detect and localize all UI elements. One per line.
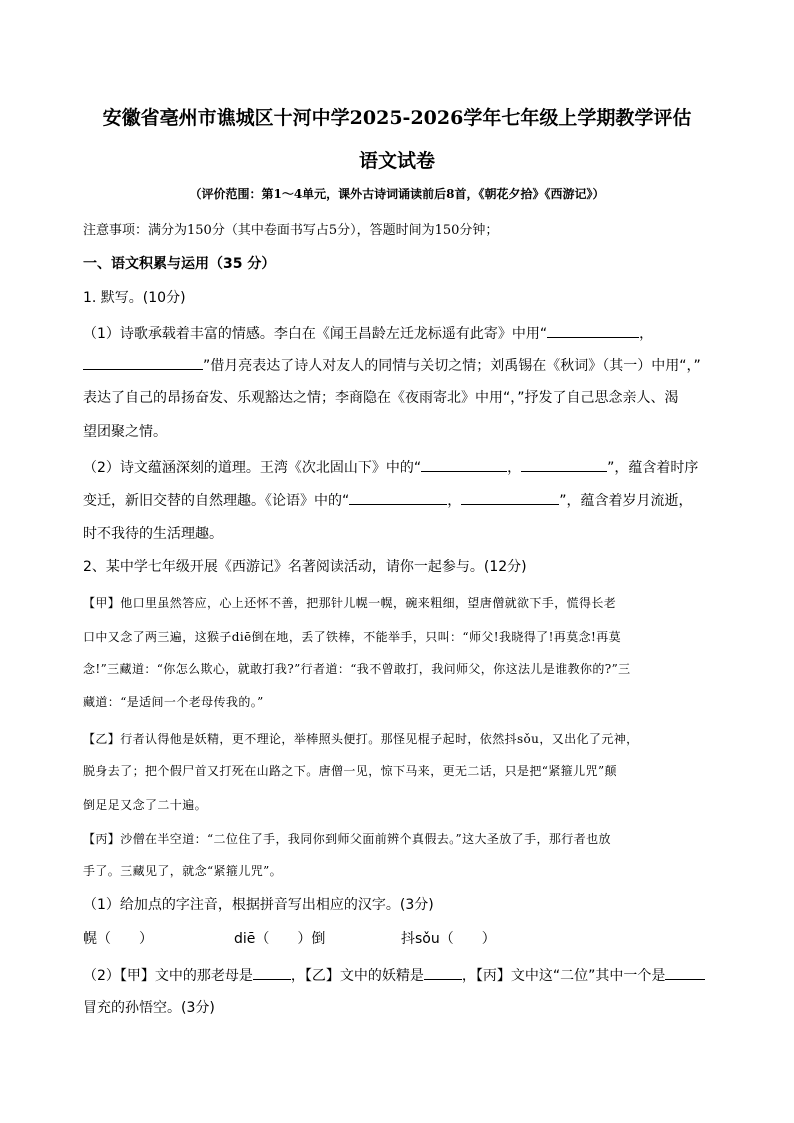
section-heading: 一、语文积累与运用（35 分） bbox=[83, 256, 276, 272]
q1-part1-text-b: ， bbox=[639, 326, 654, 342]
q1-part1-line4: 望团聚之情。 bbox=[83, 424, 167, 440]
answer-blank[interactable] bbox=[83, 355, 203, 370]
passage-jia-line: 藏道：“是适间一个老母传我的。” bbox=[83, 695, 264, 709]
passage-yi-line: 【乙】行者认得他是妖精，更不理论，举棒照头便打。那怪见棍子起时，依然抖sǒu，又出化了元神， bbox=[83, 732, 639, 746]
q1-part2-text-c: ”，蕴含着时序 bbox=[607, 460, 699, 476]
q1-part1-line2 bbox=[83, 355, 713, 376]
q1-part1-text-c: ”借月亮表达了诗人对友人的同情与关切之情；刘禹锡在《秋词》（其一）中用“，” bbox=[203, 358, 701, 374]
passage-jia-line: 【甲】他口里虽然答应，心上还怀不善，把那针儿幌一幌，碗来粗细，望唐僧就欲下手，慌得长老 bbox=[83, 596, 617, 610]
q2-sub2-line1 bbox=[83, 965, 713, 986]
q1-part2-text-a: （2）诗文蕴涵深刻的道理。王湾《次北固山下》中的“ bbox=[83, 460, 422, 476]
answer-blank[interactable] bbox=[547, 323, 639, 338]
pinyin-item-1[interactable]: 幌（ ） bbox=[83, 931, 153, 947]
exam-subtitle: 语文试卷 bbox=[358, 150, 435, 172]
answer-blank[interactable] bbox=[349, 490, 447, 505]
q1-part2-line3: 时不我待的生活理趣。 bbox=[83, 526, 223, 542]
answer-blank[interactable] bbox=[424, 965, 462, 980]
answer-blank[interactable] bbox=[521, 457, 607, 472]
question-2-label: 2、某中学七年级开展《西游记》名著阅读活动，请你一起参与。(12分) bbox=[83, 559, 527, 575]
passage-jia-line: 念!”三藏道：“你怎么欺心，就敢打我?”行者道：“我不曾敢打，我问师父，你这法儿是谁教你的?”三 bbox=[83, 662, 631, 676]
answer-blank[interactable] bbox=[421, 457, 507, 472]
q1-part2-line2 bbox=[83, 490, 713, 511]
passage-jia-line: 口中又念了两三遍，这猴子diē倒在地，丢了铁棒，不能举手，只叫：“师父!我晓得了!再莫念!再莫 bbox=[83, 630, 622, 644]
q2-sub1-items bbox=[83, 929, 713, 949]
passage-yi-line: 脱身去了；把个假尸首又打死在山路之下。唐僧一见，惊下马来，更无二话，只是把“紧箍儿咒”颠 bbox=[83, 764, 617, 778]
q1-part1-line1 bbox=[83, 323, 713, 344]
exam-title: 安徽省亳州市谯城区十河中学2025-2026学年七年级上学期教学评估 bbox=[102, 107, 692, 129]
q2-sub2-text-c: ，【丙】文中这“二位”其中一个是 bbox=[461, 968, 666, 984]
q2-sub2-text-b: ，【乙】文中的妖精是 bbox=[290, 968, 424, 984]
question-1-label: 1. 默写。(10分) bbox=[83, 290, 186, 306]
pinyin-item-2[interactable]: diē（ ）倒 bbox=[234, 931, 326, 947]
q2-sub1-label: （1）给加点的字注音，根据拼音写出相应的汉字。(3分) bbox=[83, 897, 434, 913]
q2-sub2-line2: 冒充的孙悟空。(3分) bbox=[83, 1000, 215, 1016]
q1-part2-text-e: ， bbox=[447, 493, 462, 509]
passage-bing-line: 【丙】沙僧在半空道：“二位住了手，我同你到师父面前辨个真假去。”这大圣放了手，那行者也放 bbox=[83, 832, 611, 846]
answer-blank[interactable] bbox=[253, 965, 291, 980]
pinyin-item-3[interactable]: 抖sǒu（ ） bbox=[401, 931, 496, 947]
notice: 注意事项：满分为150分（其中卷面书写占5分），答题时间为150分钟； bbox=[83, 223, 499, 238]
answer-blank[interactable] bbox=[461, 490, 559, 505]
q1-part2-text-b: ， bbox=[507, 460, 522, 476]
q1-part1-line3: 表达了自己的昂扬奋发、乐观豁达之情；李商隐在《夜雨寄北》中用“，”抒发了自己思念亲人、渴 bbox=[83, 390, 679, 406]
evaluation-scope: （评价范围：第1～4单元，课外古诗词诵读前后8首，《朝花夕拾》《西游记》） bbox=[189, 187, 605, 201]
answer-blank[interactable] bbox=[665, 965, 705, 980]
passage-bing-line: 手了。三藏见了，就念“紧箍儿咒”。 bbox=[83, 864, 283, 878]
q1-part2-text-d: 变迁，新旧交替的自然理趣。《论语》中的“ bbox=[83, 493, 350, 509]
q2-sub2-text-a: （2）【甲】文中的那老母是 bbox=[83, 968, 253, 984]
passage-yi-line: 倒足足又念了二十遍。 bbox=[83, 798, 208, 812]
q1-part2-text-f: ”，蕴含着岁月流逝， bbox=[559, 493, 693, 509]
q1-part1-text-a: （1）诗歌承载着丰富的情感。李白在《闻王昌龄左迁龙标遥有此寄》中用“ bbox=[83, 326, 548, 342]
q1-part2-line1 bbox=[83, 457, 713, 478]
